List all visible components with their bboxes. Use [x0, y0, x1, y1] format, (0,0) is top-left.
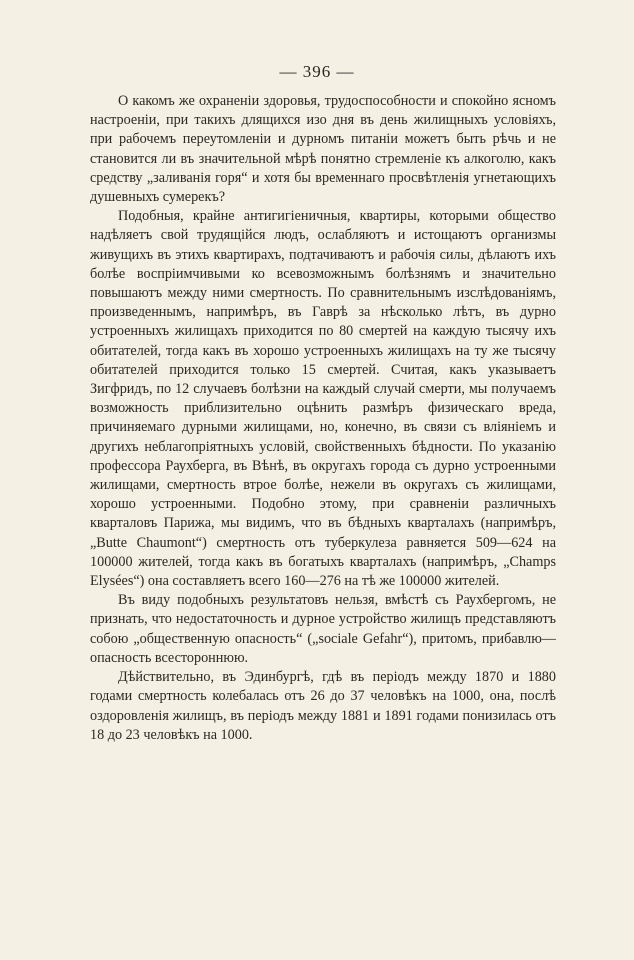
- paragraph: Дѣйствительно, въ Эдинбургѣ, гдѣ въ періодъ между 1870 и 1880 годами смертность колебалась отъ 26 до 37 человѣкъ на 1000, она, послѣ оздоровленія жилищъ, въ періодъ между 1881 и 1891 годами понизилась отъ 18 до 23 человѣкъ на 1000.: [90, 669, 556, 743]
- paragraph: Въ виду подобныхъ результатовъ нельзя, вмѣстѣ съ Раухбергомъ, не признать, что недостаточность и дурное устройство жилищъ представляютъ собою „общественную опасность“ („sociale Gefahr“), притомъ, прибавлю—опасность всестороннюю.: [90, 592, 556, 666]
- paragraph: О какомъ же охраненіи здоровья, трудоспособности и спокойно ясномъ настроеніи, при такихъ длящихся изо дня въ день жилищныхъ условіяхъ, при рабочемъ переутомленіи и дурномъ питаніи можетъ быть рѣчь и не становится ли въ значительной мѣрѣ понятно стремленіе къ алкоголю, какъ средству „заливанія горя“ и хотя бы временнаго просвѣтленія угнетающихъ душевныхъ сумерекъ?: [90, 93, 556, 206]
- body-text: [90, 92, 556, 745]
- page-number: — 396 —: [279, 62, 355, 81]
- paragraph: Подобныя, крайне антигигіеничныя, квартиры, которыми общество надѣляетъ свой трудящійся людъ, ослабляютъ и истощаютъ организмы живущихъ въ этихъ квартирахъ, подтачиваютъ и рабочія силы, дѣлаютъ ихъ болѣе воспріимчивыми ко всевозможнымъ болѣзнямъ и значительно повышаютъ между ними смертность. По сравнительнымъ изслѣдованіямъ, произведеннымъ, напримѣръ, въ Гаврѣ за нѣсколько лѣтъ, въ дурно устроенныхъ жилищахъ приходится по 80 смертей на каждую тысячу ихъ обитателей, тогда какъ въ хорошо устроенныхъ жилищахъ на ту же тысячу обитателей приходится только 15 смертей. Считая, какъ указываетъ Зигфридъ, по 12 случаевъ болѣзни на каждый случай смерти, мы получаемъ возможность приблизительно оцѣнить размѣръ физическаго вреда, причиняемаго дурными жилищами, но, конечно, въ связи съ вліяніемъ и другихъ неблагопріятныхъ условій, свойственныхъ бѣдности. По указанію профессора Раухберга, въ Вѣнѣ, въ округахъ города съ дурно устроенными жилищами, смертность втрое болѣе, нежели въ округахъ съ жилищами, хорошо устроенными. Подобно этому, при сравненіи различныхъ кварталовъ Парижа, мы видимъ, что въ бѣдныхъ кварталахъ (напримѣръ, „Butte Chaumont“) смертность отъ туберкулеза равняется 509—624 на 100000 жителей, тогда какъ въ богатыхъ кварталахъ (напримѣръ, „Champs Elysées“) она составляетъ всего 160—276 на тѣ же 100000 жителей.: [90, 208, 556, 590]
